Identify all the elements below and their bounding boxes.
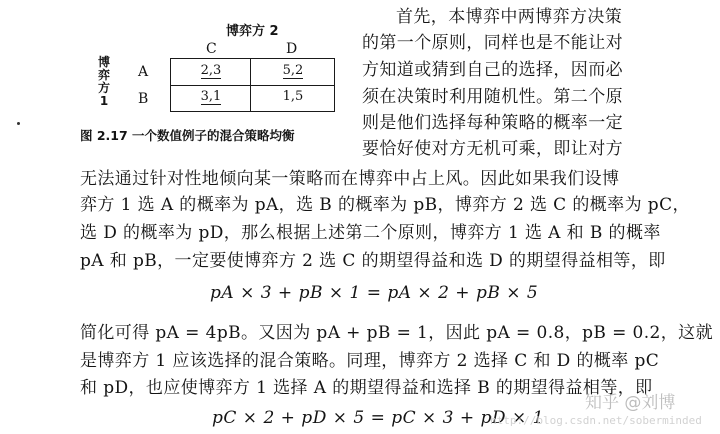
paragraph-line: 的第一个原则，同样也是不能让对 bbox=[362, 33, 623, 53]
paragraph-line: 要恰好使对方无机可乘，即让对方 bbox=[362, 139, 623, 159]
player1-label-char: 博 bbox=[97, 55, 110, 69]
paragraph-line: 是博弈方 1 应该选择的混合策略。同理，博弈方 2 选择 C 和 D 的概率 pC bbox=[80, 351, 660, 371]
player1-label-char: 1 bbox=[99, 94, 109, 108]
payoff-cell-a-c: 2,3 bbox=[200, 63, 222, 78]
paragraph-line: 则是他们选择每种策略的概率一定 bbox=[362, 113, 623, 133]
player1-label bbox=[96, 56, 112, 108]
payoff-cell-b-d: 1,5 bbox=[282, 89, 304, 104]
player1-label-char: 弈 bbox=[97, 68, 110, 82]
player2-label: 博弈方 2 bbox=[226, 24, 279, 39]
payoff-cell-b-c: 3,1 bbox=[200, 89, 222, 104]
figure-caption: 图 2.17 一个数值例子的混合策略均衡 bbox=[80, 128, 295, 143]
paragraph-line: 方知道或猜到自己的选择，因而必 bbox=[362, 60, 623, 80]
column-label-d: D bbox=[286, 41, 298, 57]
formula-expected-payoff-player2: pA × 3 + pB × 1 = pA × 2 + pB × 5 bbox=[210, 283, 539, 303]
zhihu-watermark: 知乎 @刘博 bbox=[585, 393, 676, 413]
column-label-c: C bbox=[206, 41, 217, 57]
paragraph-line: 首先，本博弈中两博弈方决策 bbox=[396, 7, 623, 27]
row-label-a: A bbox=[138, 64, 149, 80]
paragraph-line: 简化可得 pA = 4pB。又因为 pA + pB = 1，因此 pA = 0.8，pB = 0.2，这就 bbox=[80, 323, 713, 343]
paragraph-line: 弈方 1 选 A 的概率为 pA，选 B 的概率为 pB，博弈方 2 选 C 的概率为 pC， bbox=[80, 195, 690, 215]
player1-label-char: 方 bbox=[97, 81, 110, 95]
row-label-b: B bbox=[138, 91, 149, 107]
formula-expected-payoff-player1: pC × 2 + pD × 5 = pC × 3 + pD × 1 bbox=[212, 408, 544, 428]
payoff-matrix bbox=[170, 58, 335, 112]
paragraph-line: pA 和 pB，一定要使博弈方 2 选 C 的期望得益和选 D 的期望得益相等，即 bbox=[80, 251, 666, 271]
payoff-cell-a-d: 5,2 bbox=[282, 63, 304, 78]
matrix-divider-horizontal bbox=[171, 85, 334, 86]
csdn-watermark: http://blog.csdn.net/soberminded bbox=[490, 414, 702, 427]
paragraph-line: 选 D 的概率为 pD，那么根据上述第二个原则，博弈方 1 选 A 和 B 的概率 bbox=[80, 223, 661, 243]
scan-dot bbox=[17, 122, 20, 125]
paragraph-line: 无法通过针对性地倾向某一策略而在博弈中占上风。因此如果我们设博 bbox=[80, 169, 620, 189]
paragraph-line: 和 pD，也应使博弈方 1 选择 A 的期望得益和选择 B 的期望得益相等，即 bbox=[80, 378, 653, 398]
paragraph-line: 须在决策时利用随机性。第二个原 bbox=[362, 87, 623, 107]
